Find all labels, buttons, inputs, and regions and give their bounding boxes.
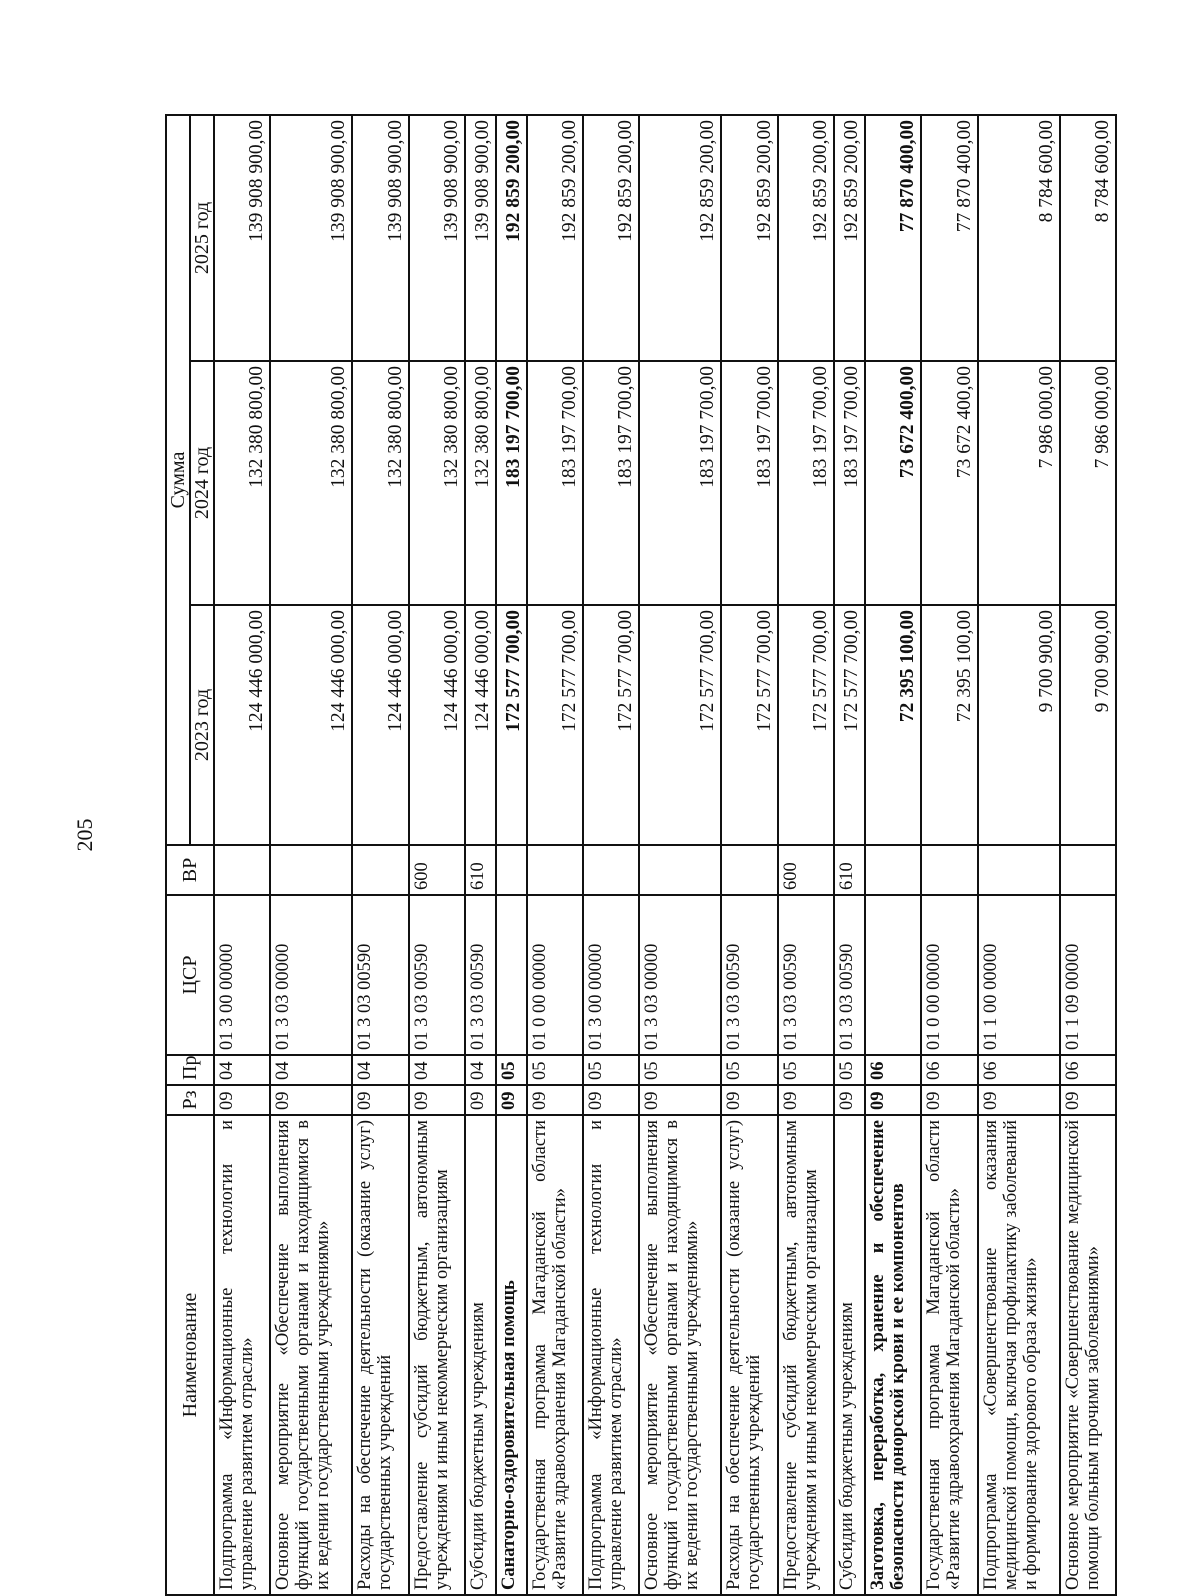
cell-2025: 192 859 200,00	[834, 115, 865, 361]
header-year-2023: 2023 год	[190, 605, 214, 845]
cell-2023: 72 395 100,00	[921, 605, 977, 845]
cell-2023: 172 577 700,00	[778, 605, 834, 845]
cell-vr	[721, 845, 777, 895]
cell-vr	[639, 845, 721, 895]
cell-pr: 04	[409, 1055, 465, 1085]
cell-rz: 09	[465, 1085, 496, 1115]
cell-2023: 124 446 000,00	[270, 605, 352, 845]
cell-2024: 73 672 400,00	[865, 361, 921, 605]
cell-rz: 09	[778, 1085, 834, 1115]
cell-rz: 09	[1060, 1085, 1116, 1115]
cell-2025: 77 870 400,00	[921, 115, 977, 361]
table-row	[409, 115, 465, 1595]
cell-rz: 09	[834, 1085, 865, 1115]
cell-rz: 09	[527, 1085, 583, 1115]
table-row	[639, 115, 721, 1595]
cell-vr	[496, 845, 527, 895]
cell-name: Подпрограмма «Информационные технологии и управление развитием отрасли»	[214, 1115, 270, 1595]
cell-rz: 09	[639, 1085, 721, 1115]
cell-pr: 05	[721, 1055, 777, 1085]
cell-2024: 183 197 700,00	[496, 361, 527, 605]
cell-name: Расходы на обеспечение деятельности (оказание услуг) государственных учреждений	[721, 1115, 777, 1595]
table-row	[270, 115, 352, 1595]
cell-2024: 183 197 700,00	[639, 361, 721, 605]
cell-2025: 192 859 200,00	[778, 115, 834, 361]
table-row	[465, 115, 496, 1595]
cell-csr: 01 3 03 00590	[834, 895, 865, 1055]
cell-2024: 183 197 700,00	[527, 361, 583, 605]
cell-vr	[1060, 845, 1116, 895]
cell-name: Подпрограмма «Информационные технологии и управление развитием отрасли»	[583, 1115, 639, 1595]
table-row	[214, 115, 270, 1595]
cell-2025: 8 784 600,00	[978, 115, 1060, 361]
cell-name: Расходы на обеспечение деятельности (оказание услуг) государственных учреждений	[352, 1115, 408, 1595]
cell-rz: 09	[214, 1085, 270, 1115]
cell-pr: 04	[352, 1055, 408, 1085]
cell-name: Предоставление субсидий бюджетным, автономным учреждениям и иным некоммерческим организациям	[778, 1115, 834, 1595]
cell-2023: 72 395 100,00	[865, 605, 921, 845]
cell-rz: 09	[496, 1085, 527, 1115]
cell-2024: 7 986 000,00	[978, 361, 1060, 605]
cell-pr: 05	[834, 1055, 865, 1085]
cell-rz: 09	[865, 1085, 921, 1115]
cell-vr	[921, 845, 977, 895]
cell-pr: 06	[1060, 1055, 1116, 1085]
cell-csr: 01 3 03 00590	[778, 895, 834, 1055]
cell-pr: 06	[978, 1055, 1060, 1085]
cell-csr: 01 0 00 00000	[527, 895, 583, 1055]
cell-name: Государственная программа Магаданской области «Развитие здравоохранения Магаданской области»	[921, 1115, 977, 1595]
cell-2023: 124 446 000,00	[465, 605, 496, 845]
cell-2023: 172 577 700,00	[583, 605, 639, 845]
table-row	[978, 115, 1060, 1595]
cell-2025: 192 859 200,00	[583, 115, 639, 361]
table-row	[496, 115, 527, 1595]
table-row	[834, 115, 865, 1595]
cell-2024: 7 986 000,00	[1060, 361, 1116, 605]
cell-csr: 01 3 00 00000	[214, 895, 270, 1055]
cell-name: Предоставление субсидий бюджетным, автономным учреждениям и иным некоммерческим организациям	[409, 1115, 465, 1595]
cell-pr: 04	[214, 1055, 270, 1085]
header-vr: ВР	[166, 845, 214, 895]
cell-csr: 01 3 03 00590	[721, 895, 777, 1055]
cell-csr: 01 3 03 00000	[270, 895, 352, 1055]
cell-pr: 06	[865, 1055, 921, 1085]
cell-2025: 139 908 900,00	[409, 115, 465, 361]
cell-name: Основное мероприятие «Обеспечение выполнения функций государственными органами и находящимися в их ведении государственными учреждениями»	[639, 1115, 721, 1595]
cell-2024: 132 380 800,00	[465, 361, 496, 605]
cell-csr: 01 0 00 00000	[921, 895, 977, 1055]
header-name: Наименование	[166, 1115, 214, 1595]
cell-csr: 01 3 00 00000	[583, 895, 639, 1055]
cell-2025: 192 859 200,00	[721, 115, 777, 361]
cell-vr	[270, 845, 352, 895]
table-row	[921, 115, 977, 1595]
header-csr: ЦСР	[166, 895, 214, 1055]
cell-2023: 172 577 700,00	[639, 605, 721, 845]
cell-rz: 09	[721, 1085, 777, 1115]
cell-2024: 132 380 800,00	[270, 361, 352, 605]
cell-2023: 124 446 000,00	[409, 605, 465, 845]
cell-2023: 172 577 700,00	[721, 605, 777, 845]
cell-pr: 06	[921, 1055, 977, 1085]
cell-vr	[352, 845, 408, 895]
cell-pr: 04	[465, 1055, 496, 1085]
cell-name: Подпрограмма «Совершенствование оказания медицинской помощи, включая профилактику заболеваний и формирование здорового образа жизни»	[978, 1115, 1060, 1595]
header-year-2024: 2024 год	[190, 361, 214, 605]
cell-2023: 124 446 000,00	[352, 605, 408, 845]
cell-name: Основное мероприятие «Обеспечение выполнения функций государственными органами и находящимися в их ведении государственными учреждениями»	[270, 1115, 352, 1595]
table-row	[583, 115, 639, 1595]
cell-2025: 139 908 900,00	[352, 115, 408, 361]
cell-name: Санаторно-оздоровительная помощь	[496, 1115, 527, 1595]
cell-name: Заготовка, переработка, хранение и обеспечение безопасности донорской крови и ее компонентов	[865, 1115, 921, 1595]
table-body	[214, 115, 1116, 1595]
cell-name: Субсидии бюджетным учреждениям	[465, 1115, 496, 1595]
cell-2024: 183 197 700,00	[583, 361, 639, 605]
cell-rz: 09	[583, 1085, 639, 1115]
cell-csr: 01 3 03 00590	[352, 895, 408, 1055]
cell-name: Субсидии бюджетным учреждениям	[834, 1115, 865, 1595]
cell-vr: 610	[465, 845, 496, 895]
header-rz: Рз	[166, 1085, 214, 1115]
cell-rz: 09	[978, 1085, 1060, 1115]
cell-2025: 192 859 200,00	[527, 115, 583, 361]
cell-rz: 09	[270, 1085, 352, 1115]
cell-csr	[496, 895, 527, 1055]
table-row	[865, 115, 921, 1595]
cell-vr	[527, 845, 583, 895]
cell-2023: 9 700 900,00	[1060, 605, 1116, 845]
table-row	[352, 115, 408, 1595]
cell-2025: 139 908 900,00	[465, 115, 496, 361]
cell-2024: 183 197 700,00	[778, 361, 834, 605]
cell-2025: 77 870 400,00	[865, 115, 921, 361]
table-row	[1060, 115, 1116, 1595]
cell-rz: 09	[409, 1085, 465, 1115]
cell-vr	[865, 845, 921, 895]
cell-csr: 01 3 03 00590	[409, 895, 465, 1055]
header-sum: Сумма	[166, 115, 190, 845]
cell-name: Государственная программа Магаданской области «Развитие здравоохранения Магаданской области»	[527, 1115, 583, 1595]
page-number: 205	[72, 818, 97, 852]
table-row	[721, 115, 777, 1595]
budget-table	[165, 114, 1117, 1596]
cell-2023: 9 700 900,00	[978, 605, 1060, 845]
cell-vr: 600	[778, 845, 834, 895]
header-row-top	[166, 115, 190, 1595]
cell-2023: 124 446 000,00	[214, 605, 270, 845]
cell-pr: 05	[527, 1055, 583, 1085]
cell-csr: 01 3 03 00000	[639, 895, 721, 1055]
cell-pr: 05	[583, 1055, 639, 1085]
cell-2024: 183 197 700,00	[834, 361, 865, 605]
header-pr: Пр	[166, 1055, 214, 1085]
cell-rz: 09	[921, 1085, 977, 1115]
rotated-page-content	[165, 116, 1117, 1596]
header-year-2025: 2025 год	[190, 115, 214, 361]
cell-csr: 01 1 09 00000	[1060, 895, 1116, 1055]
cell-csr: 01 3 03 00590	[465, 895, 496, 1055]
cell-2025: 139 908 900,00	[214, 115, 270, 361]
cell-pr: 05	[639, 1055, 721, 1085]
cell-2023: 172 577 700,00	[527, 605, 583, 845]
cell-pr: 04	[270, 1055, 352, 1085]
cell-pr: 05	[778, 1055, 834, 1085]
cell-2023: 172 577 700,00	[834, 605, 865, 845]
cell-2025: 8 784 600,00	[1060, 115, 1116, 361]
table-row	[778, 115, 834, 1595]
cell-2024: 132 380 800,00	[214, 361, 270, 605]
cell-2024: 73 672 400,00	[921, 361, 977, 605]
cell-2025: 139 908 900,00	[270, 115, 352, 361]
cell-csr	[865, 895, 921, 1055]
cell-pr: 05	[496, 1055, 527, 1085]
cell-vr: 600	[409, 845, 465, 895]
table-row	[527, 115, 583, 1595]
cell-vr: 610	[834, 845, 865, 895]
cell-2023: 172 577 700,00	[496, 605, 527, 845]
cell-2025: 192 859 200,00	[639, 115, 721, 361]
cell-vr	[214, 845, 270, 895]
cell-2024: 132 380 800,00	[352, 361, 408, 605]
cell-2024: 183 197 700,00	[721, 361, 777, 605]
cell-2024: 132 380 800,00	[409, 361, 465, 605]
cell-csr: 01 1 00 00000	[978, 895, 1060, 1055]
cell-rz: 09	[352, 1085, 408, 1115]
cell-name: Основное мероприятие «Совершенствование медицинской помощи больным прочими заболеваниями»	[1060, 1115, 1116, 1595]
cell-vr	[978, 845, 1060, 895]
cell-2025: 192 859 200,00	[496, 115, 527, 361]
cell-vr	[583, 845, 639, 895]
